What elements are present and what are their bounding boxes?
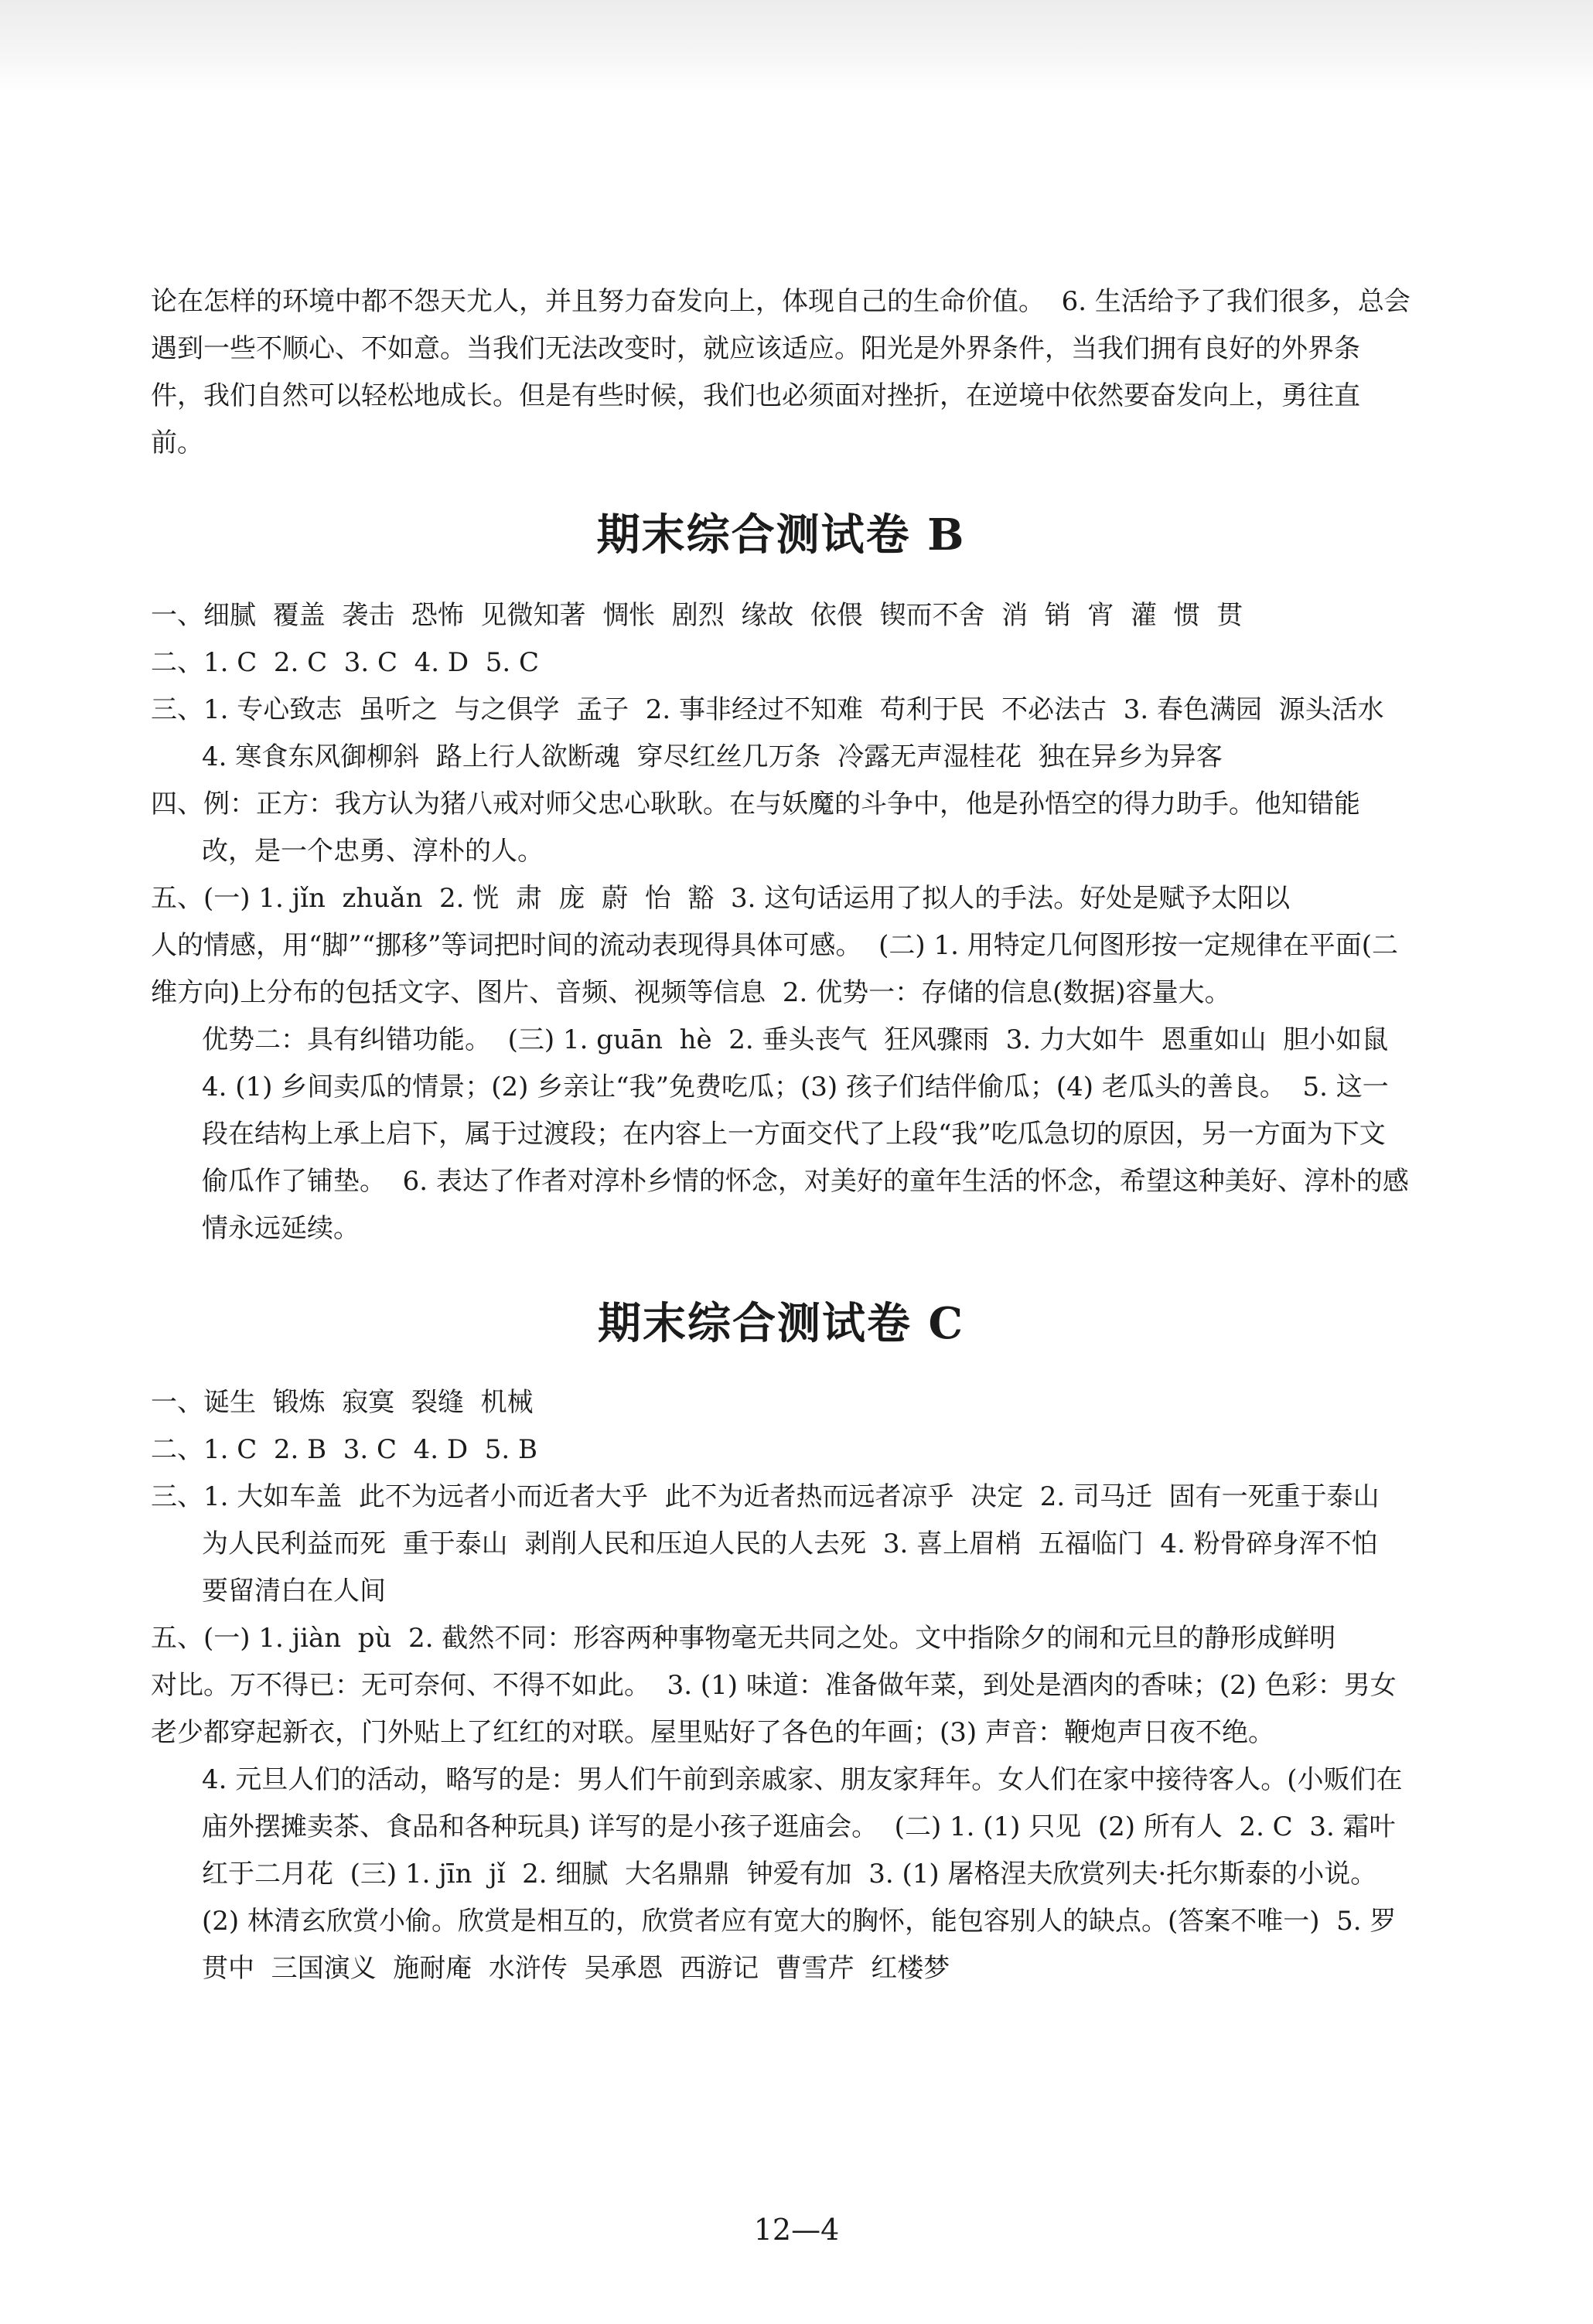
section-b-item-2: 二、1. C 2. C 3. C 4. D 5. C bbox=[151, 647, 540, 678]
section-b-item-1: 一、细腻 覆盖 袭击 恐怖 见微知著 惆怅 剧烈 缘故 依偎 锲而不舍 消 销 宵 灌 惯 贯 bbox=[151, 600, 1243, 631]
section-c-item-5-body: 对比。万不得已：无可奈何、不得不如此。 3. (1) 味道：准备做年菜，到处是酒肉的香味；(2) 色彩：男女老少都穿起新衣，门外贴上了红红的对联。屋里贴好了各色的年画；(3) 声音：鞭炮声日夜不绝。 bbox=[151, 1670, 1397, 1748]
section-b-title: 期末综合测试卷 B bbox=[596, 509, 966, 561]
section-c-item-5-head: 五、(一) 1. jiàn pù 2. 截然不同：形容两种事物毫无共同之处。文中指除夕的闹和元旦的静形成鲜明 bbox=[151, 1623, 1336, 1654]
answer-page bbox=[151, 278, 1411, 1992]
section-c-title: 期末综合测试卷 C bbox=[597, 1298, 965, 1349]
section-b-item-5-head: 五、(一) 1. jǐn zhuǎn 2. 恍 肃 庞 蔚 怡 豁 3. 这句话运用了拟人的手法。好处是赋予太阳以 bbox=[151, 883, 1291, 914]
section-b-item-5-tail: 优势二：具有纠错功能。 (三) 1. guān hè 2. 垂头丧气 狂风骤雨 3. 力大如牛 恩重如山 胆小如鼠 4. (1) 乡间卖瓜的情景；(2) 乡亲让“我”免费吃瓜；(3) 孩子们结伴偷瓜；(4) 老瓜头的善良。 5. 这一段在结构上承上启下，属于过渡段；在内容上一方面交代了上段“我”吃瓜急切的原因，另一方面为下文偷瓜作了铺垫。 6. 表达了作者对淳朴乡情的怀念，对美好的童年生活的怀念，希望这种美好、淳朴的感情永远延续。 bbox=[202, 1024, 1409, 1244]
section-c-item-2: 二、1. C 2. B 3. C 4. D 5. B bbox=[151, 1434, 537, 1465]
section-b-item-4: 四、例：正方：我方认为猪八戒对师父忠心耿耿。在与妖魔的斗争中，他是孙悟空的得力助手。他知错能改，是一个忠勇、淳朴的人。 bbox=[151, 789, 1360, 867]
section-c-item-3: 三、1. 大如车盖 此不为远者小而近者大乎 此不为近者热而远者凉乎 决定 2. 司马迁 固有一死重于泰山 为人民利益而死 重于泰山 剥削人民和压迫人民的人去死 3. 喜上眉梢 五福临门 4. 粉骨碎身浑不怕 要留清白在人间 bbox=[151, 1481, 1397, 1607]
section-b-item-5-body: 人的情感，用“脚”“挪移”等词把时间的流动表现得具体可感。 (二) 1. 用特定几何图形按一定规律在平面(二维方向)上分布的包括文字、图片、音频、视频等信息 2. 优势一：存储的信息(数据)容量大。 bbox=[151, 930, 1398, 1008]
page-number: 12—4 bbox=[753, 2213, 840, 2247]
section-c-item-1: 一、诞生 锻炼 寂寞 裂缝 机械 bbox=[151, 1387, 534, 1418]
scan-top-margin bbox=[0, 0, 1593, 93]
section-b-item-3: 三、1. 专心致志 虽听之 与之俱学 孟子 2. 事非经过不知难 苟利于民 不必法古 3. 春色满园 源头活水 4. 寒食东风御柳斜 路上行人欲断魂 穿尽红丝几万条 冷露无声湿桂花 独在异乡为异客 bbox=[151, 694, 1401, 772]
section-c-item-5-tail: 4. 元旦人们的活动，略写的是：男人们午前到亲戚家、朋友家拜年。女人们在家中接待客人。(小贩们在庙外摆摊卖茶、食品和各种玩具) 详写的是小孩子逛庙会。 (二) 1. (1) 只见 (2) 所有人 2. C 3. 霜叶红于二月花 (三) 1. jīn jǐ 2. 细腻 大名鼎鼎 钟爱有加 3. (1) 屠格涅夫欣赏列夫·托尔斯泰的小说。(2) 林清玄欣赏小偷。欣赏是相互的，欣赏者应有宽大的胸怀，能包容别人的缺点。(答案不唯一) 5. 罗贯中 三国演义 施耐庵 水浒传 吴承恩 西游记 曹雪芹 红楼梦 bbox=[202, 1764, 1403, 1984]
intro-paragraph: 论在怎样的环境中都不怨天尤人，并且努力奋发向上，体现自己的生命价值。 6. 生活给予了我们很多，总会遇到一些不顺心、不如意。当我们无法改变时，就应该适应。阳光是外界条件，当我们拥有良好的外界条件，我们自然可以轻松地成长。但是有些时候，我们也必须面对挫折，在逆境中依然要奋发向上，勇往直前。 bbox=[151, 286, 1411, 458]
